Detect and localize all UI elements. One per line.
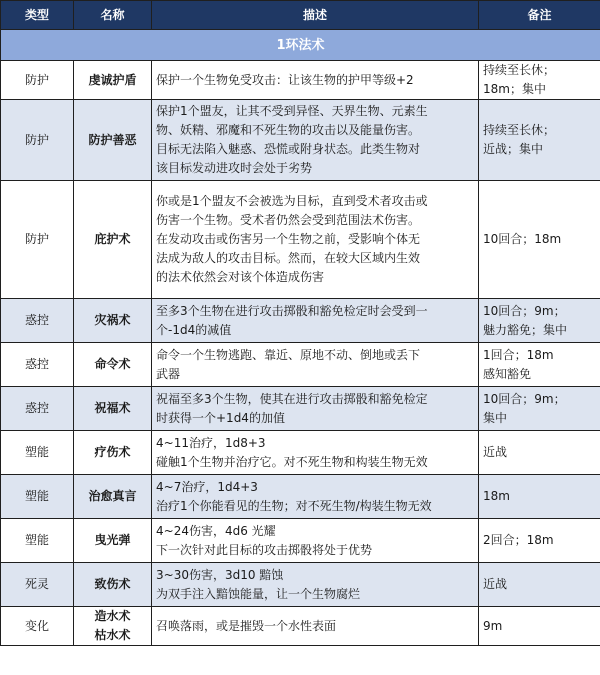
cell-note: [479, 475, 600, 519]
cell-desc-line: 目标无法陷入魅惑、恐慌或附身状态。此类生物对: [156, 142, 421, 156]
cell-name-line: 致伤术: [94, 577, 131, 591]
header-name: 名称: [74, 1, 152, 30]
header-type: 类型: [1, 1, 74, 30]
cell-desc-line: 祝福至多3个生物，使其在进行攻击掷骰和豁免检定: [156, 391, 428, 406]
cell-desc: [152, 299, 479, 343]
cell-type: 惑控: [1, 299, 74, 343]
cell-note: [479, 343, 600, 387]
cell-note: [479, 100, 600, 181]
cell-name: [74, 519, 152, 563]
cell-name: [74, 181, 152, 299]
table-row: [1, 343, 600, 387]
cell-type: 变化: [1, 607, 74, 646]
cell-desc-line: 下一次针对此目标的攻击掷骰将处于优势: [156, 542, 373, 557]
table-row: [1, 181, 600, 299]
cell-note-line: 集中: [483, 410, 508, 425]
table-row: [1, 61, 600, 100]
table-row: [1, 607, 600, 646]
cell-name: [74, 563, 152, 607]
cell-name: [74, 431, 152, 475]
cell-name-line: 祝福术: [94, 401, 131, 415]
cell-desc: [152, 431, 479, 475]
cell-name: [74, 607, 152, 646]
cell-name-line: 虔诚护盾: [88, 72, 137, 87]
cell-desc: [152, 607, 479, 646]
cell-desc: [152, 563, 479, 607]
cell-note: [479, 519, 600, 563]
cell-desc-line: 保护1个盟友，让其不受到异怪、天界生物、元素生: [156, 104, 428, 118]
table-body: [1, 30, 600, 646]
cell-desc-line: 保护一个生物免受攻击：让该生物的护甲等级+2: [156, 72, 414, 87]
cell-desc-line: 召唤落雨，或是摧毁一个水性表面: [156, 618, 337, 633]
cell-note-line: 持续至长休；: [483, 63, 556, 77]
cell-note-line: 2回合；18m: [483, 533, 554, 547]
cell-note-line: 10回合；9m；: [483, 303, 566, 318]
cell-note: [479, 61, 600, 100]
cell-desc-line: 3~30伤害，3d10 黯蚀: [156, 567, 284, 582]
cell-note-line: 1回合；18m: [483, 347, 554, 362]
table-row: [1, 563, 600, 607]
cell-name-line: 造水术: [94, 609, 131, 623]
cell-type: 防护: [1, 100, 74, 181]
section-title: 1环法术: [1, 30, 600, 61]
cell-desc-line: 法成为敌人的攻击目标。然而，在较大区域内生效: [156, 251, 421, 265]
cell-name: [74, 343, 152, 387]
cell-desc-line: 物、妖精、邪魔和不死生物的攻击以及能量伤害。: [156, 123, 421, 137]
cell-desc-line: 该目标发动进攻时会处于劣势: [156, 161, 313, 175]
cell-note-line: 近战: [483, 445, 508, 459]
cell-desc-line: 至多3个生物在进行攻击掷骰和豁免检定时会受到一: [156, 303, 428, 318]
table-row: [1, 299, 600, 343]
cell-note-line: 10回合；18m: [483, 232, 562, 246]
table-row: [1, 387, 600, 431]
cell-type: 防护: [1, 61, 74, 100]
header-row: [1, 1, 600, 30]
cell-name-line: 枯水术: [94, 628, 131, 642]
cell-desc-line: 武器: [156, 366, 181, 381]
cell-type: 惑控: [1, 387, 74, 431]
cell-note-line: 18m: [483, 489, 510, 503]
cell-desc: [152, 387, 479, 431]
cell-desc-line: 的法术依然会对该个体造成伤害: [156, 270, 325, 284]
cell-desc-line: 个-1d4的减值: [156, 322, 232, 337]
cell-type: 塑能: [1, 431, 74, 475]
cell-desc-line: 4~24伤害，4d6 光耀: [156, 523, 276, 538]
cell-name: [74, 475, 152, 519]
cell-desc-line: 4~11治疗，1d8+3: [156, 435, 266, 450]
cell-desc-line: 时获得一个+1d4的加值: [156, 410, 285, 425]
cell-name-line: 命令术: [94, 357, 131, 371]
cell-type: 塑能: [1, 519, 74, 563]
cell-note-line: 近战: [483, 577, 508, 591]
cell-note: [479, 299, 600, 343]
cell-desc-line: 在发动攻击或伤害另一个生物之前，受影响个体无: [156, 232, 421, 246]
cell-desc-line: 命令一个生物逃跑、靠近、原地不动、倒地或丢下: [156, 347, 421, 362]
cell-desc-line: 你或是1个盟友不会被选为目标，直到受术者攻击或: [156, 194, 428, 208]
header-note: 备注: [479, 1, 600, 30]
cell-desc-line: 碰触1个生物并治疗它。对不死生物和构装生物无效: [156, 454, 428, 469]
cell-desc: [152, 61, 479, 100]
cell-desc: [152, 181, 479, 299]
cell-name: [74, 299, 152, 343]
cell-note: [479, 607, 600, 646]
cell-type: 塑能: [1, 475, 74, 519]
cell-name-line: 曳光弹: [94, 533, 131, 547]
cell-name: [74, 61, 152, 100]
cell-name-line: 治愈真言: [88, 489, 137, 503]
cell-name-line: 庇护术: [94, 232, 131, 246]
cell-name-line: 疗伤术: [94, 445, 131, 459]
cell-name: [74, 100, 152, 181]
cell-note-line: 10回合；9m；: [483, 391, 566, 406]
table-row: [1, 100, 600, 181]
cell-name-line: 灾祸术: [94, 313, 131, 327]
cell-note-line: 9m: [483, 618, 503, 633]
cell-desc: [152, 100, 479, 181]
cell-note-line: 近战；集中: [483, 142, 544, 156]
cell-name-line: 防护善恶: [88, 132, 137, 147]
cell-note: [479, 563, 600, 607]
cell-desc-line: 为双手注入黯蚀能量，让一个生物腐烂: [156, 586, 361, 601]
cell-type: 防护: [1, 181, 74, 299]
cell-note-line: 魅力豁免；集中: [483, 322, 568, 337]
section-row: [1, 30, 600, 61]
cell-note: [479, 387, 600, 431]
cell-note: [479, 431, 600, 475]
cell-desc-line: 4~7治疗，1d4+3: [156, 479, 258, 494]
cell-desc-line: 伤害一个生物。受术者仍然会受到范围法术伤害。: [156, 213, 421, 227]
cell-note-line: 持续至长休；: [483, 123, 556, 137]
cell-desc-line: 治疗1个你能看见的生物；对不死生物/构装生物无效: [156, 498, 432, 513]
cell-type: 惑控: [1, 343, 74, 387]
cell-note: [479, 181, 600, 299]
table-row: [1, 431, 600, 475]
cell-desc: [152, 519, 479, 563]
cell-name: [74, 387, 152, 431]
cell-type: 死灵: [1, 563, 74, 607]
cell-note-line: 18m；集中: [483, 82, 546, 96]
cell-desc: [152, 343, 479, 387]
cell-desc: [152, 475, 479, 519]
cell-note-line: 感知豁免: [483, 366, 532, 381]
table-row: [1, 519, 600, 563]
table-row: [1, 475, 600, 519]
header-desc: 描述: [152, 1, 479, 30]
